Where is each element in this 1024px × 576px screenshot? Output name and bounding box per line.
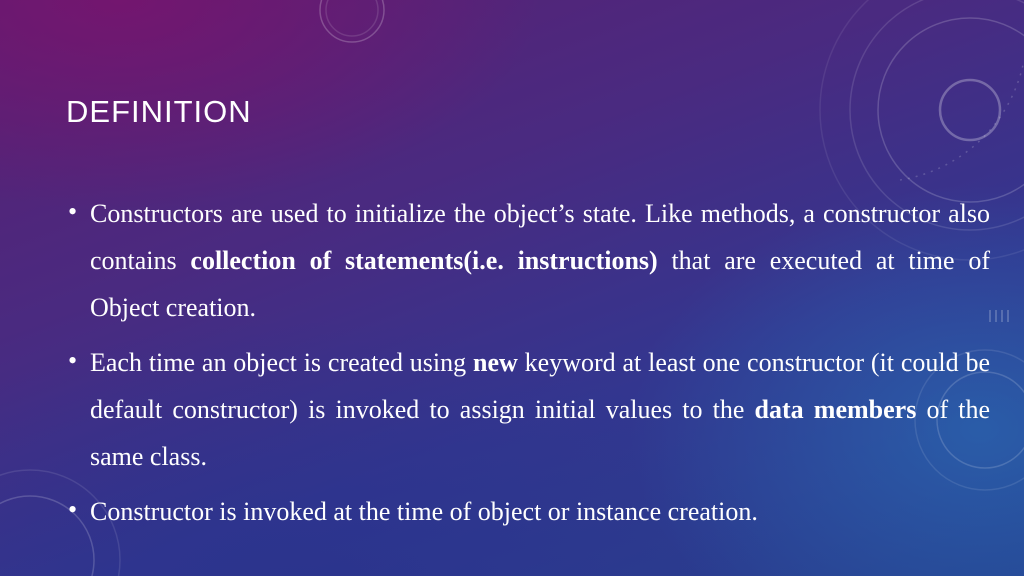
bullet-bold-text: collection of statements(i.e. instructions) [190,246,658,275]
bullet-item [66,190,990,331]
bullet-icon: • [68,495,78,524]
bullet-list [66,190,990,543]
bullet-bold-text: data members [754,395,917,424]
bullet-bold-text: new [473,348,518,377]
bullet-text: Constructors are used to initialize the object’s state. Like methods, a constructor also contains [90,199,990,275]
bullet-text: of the same class. [90,395,991,471]
bullet-text: keyword at least one constructor (it could be default constructor) is invoked to assign initial values to the [90,348,991,424]
bullet-item [66,488,990,535]
bullet-text: that are executed at time of Object creation. [90,246,990,322]
bullet-icon: • [68,197,78,226]
bullet-item [66,339,990,480]
bullet-text: Constructor is invoked at the time of object or instance creation. [90,497,758,526]
bullet-icon: • [68,346,78,375]
slide-title: DEFINITION [66,94,252,129]
bullet-text: Each time an object is created using [90,348,474,377]
